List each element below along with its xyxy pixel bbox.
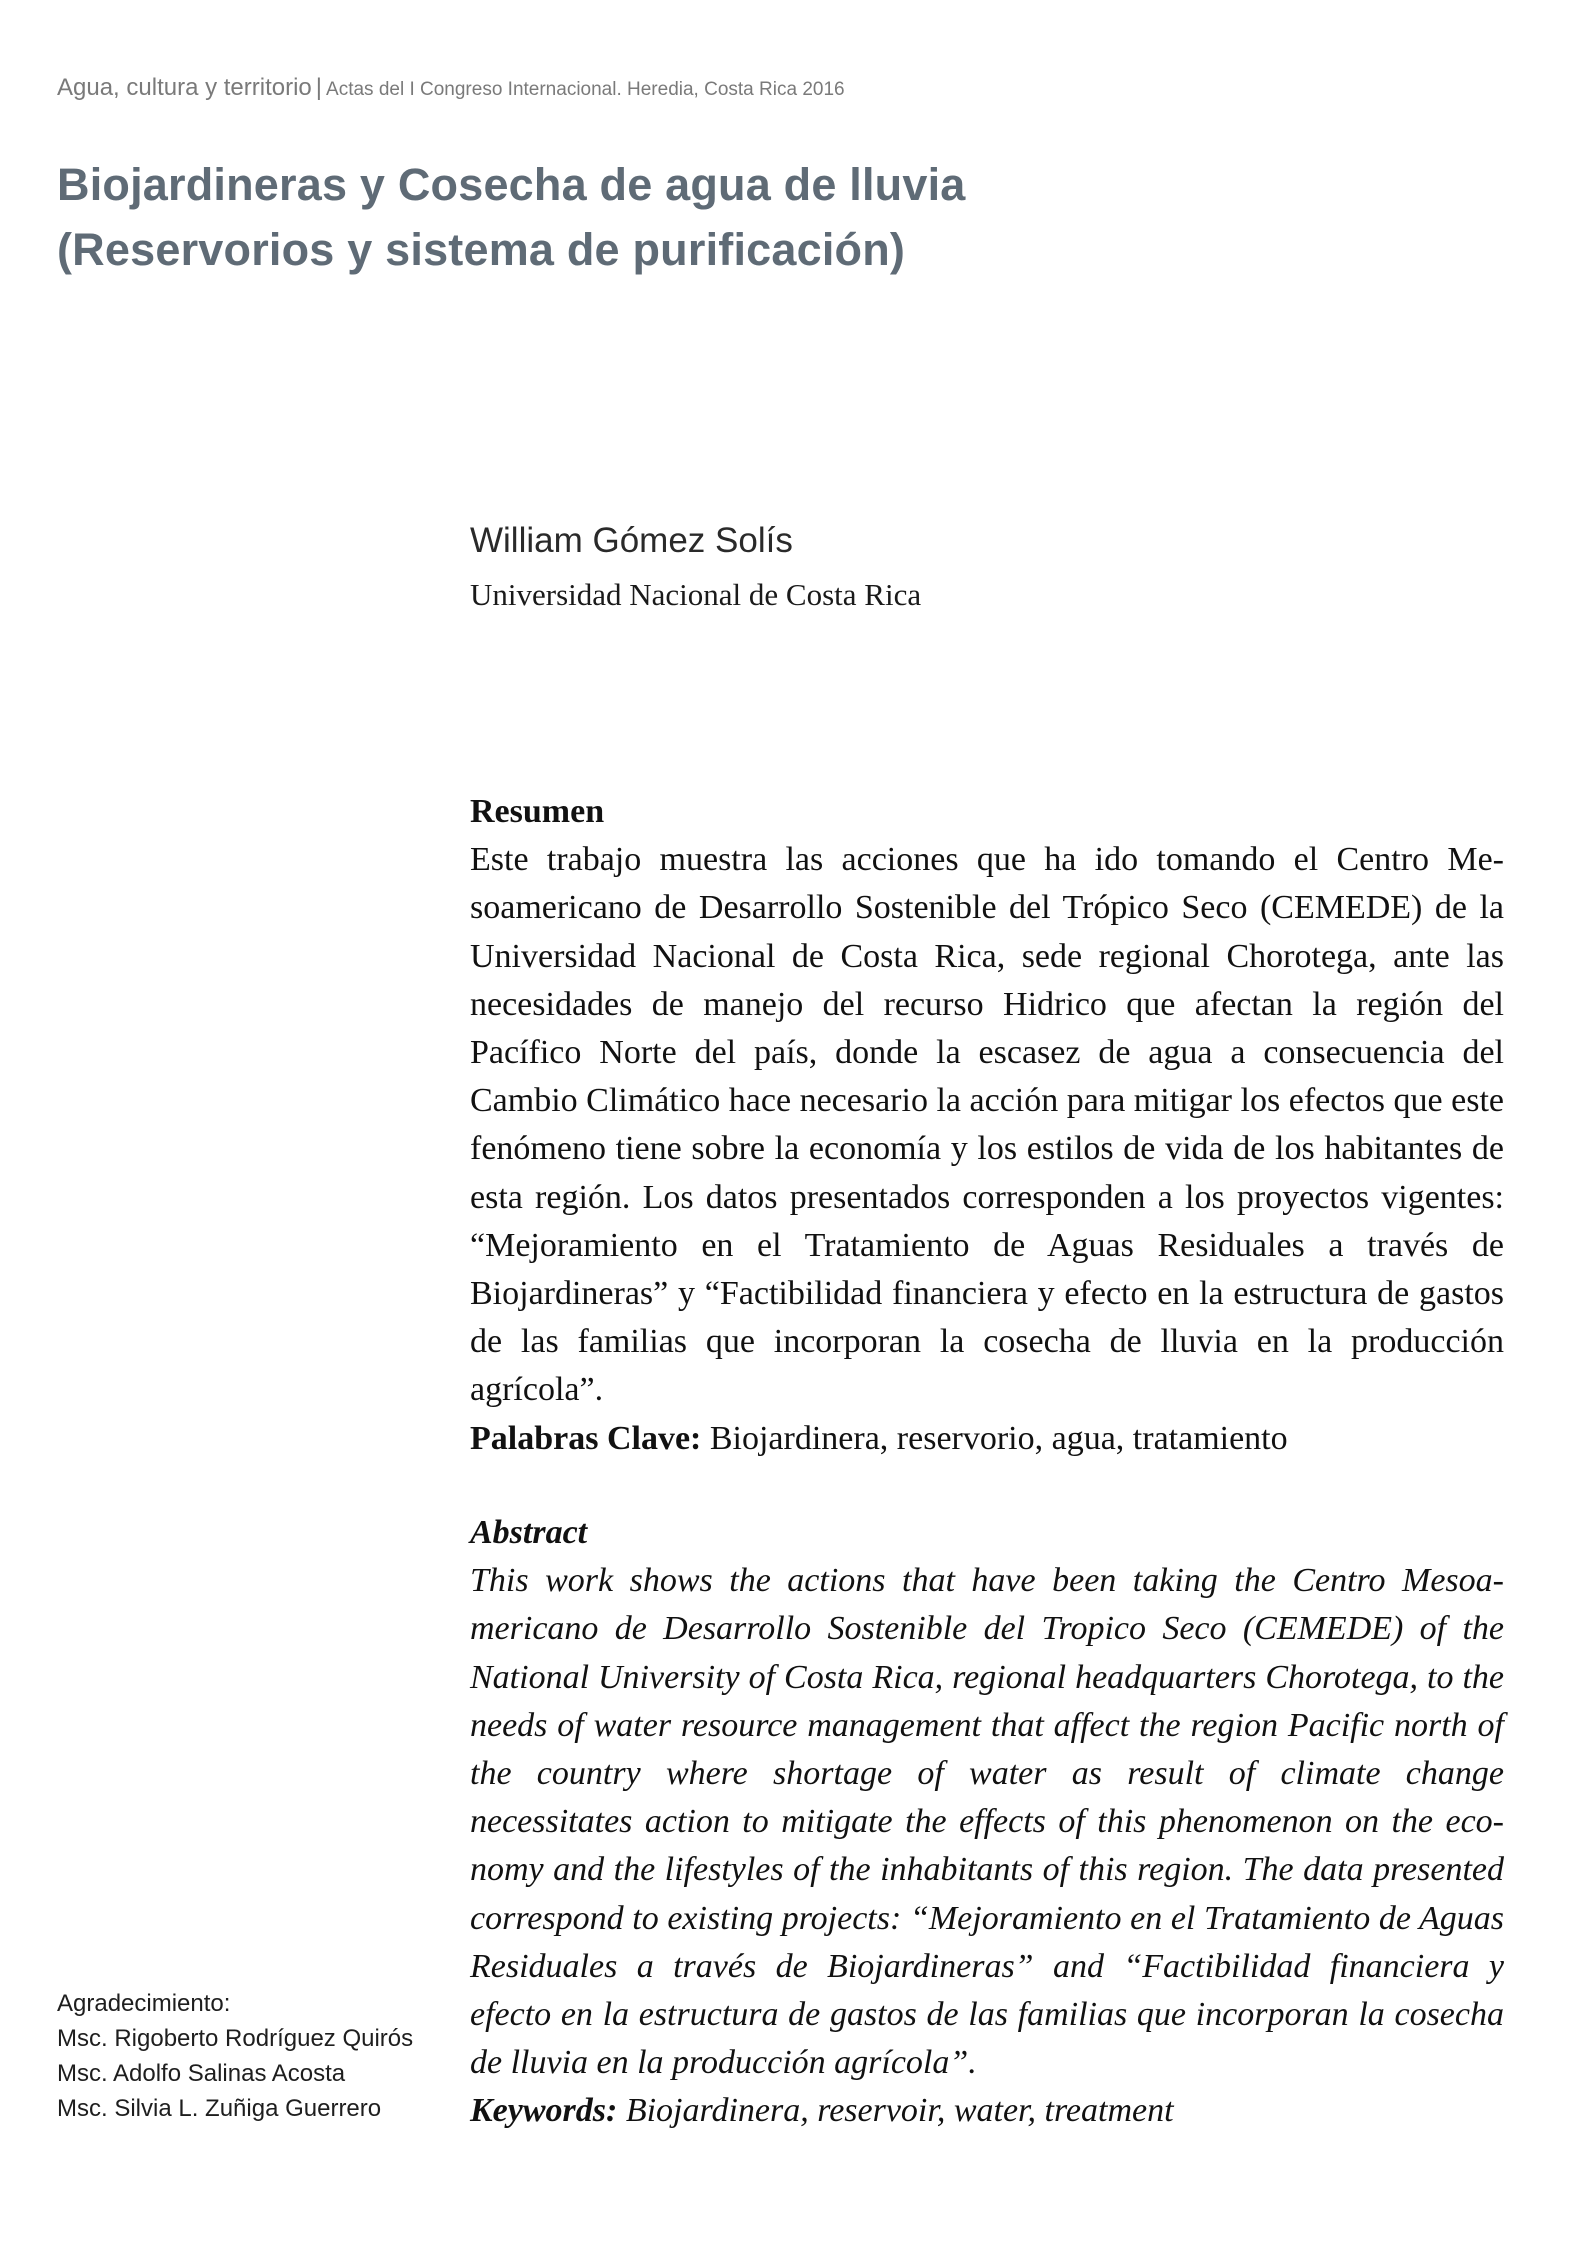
header-proceedings: Actas del I Congreso Internacional. Heredia, Costa Rica 2016 (326, 79, 845, 100)
resumen-heading: Resumen (470, 793, 605, 830)
acknowledgement-name: Msc. Silvia L. Zuñiga Guerrero (57, 2095, 382, 2122)
resumen-section (470, 788, 1504, 1463)
abstract-body: This work shows the actions that have been taking the Centro Mesoamericano de Desarrollo Sostenible del Tropico Seco (CEMEDE) of the National University of Costa Rica, regional headquarters Chorotega, to the needs of water resource management that affect the region Pacific north of the country where shortage of water as result of climate change necessitates action to mitigate the effects of this phenomenon on the economy and the lifestyles of the inhabitants of this region. The data presented correspond to existing projects: “Mejoramiento en el Tratamiento de Aguas Residuales a través de Biojardineras” and “Factibilidad financiera y efecto en la estructura de gastos de las familias que incorporan la cosecha de lluvia en la producción agrícola”. (470, 1562, 1504, 2082)
author-block (470, 514, 1500, 622)
header-series: Agua, cultura y territorio (57, 74, 312, 101)
title-line-1: Biojardineras y Cosecha de agua de lluvia (57, 159, 966, 210)
resumen-body: Este trabajo muestra las acciones que ha ido tomando el Centro Mesoamericano de Desarrollo Sostenible del Trópico Seco (CEMEDE) de la Universidad Nacional de Costa Rica, sede regional Chorotega, ante las necesidades de manejo del recurso Hidrico que afectan la región del Pacífico Norte del país, donde la escasez de agua a consecuencia del Cambio Climático hace necesario la acción para mitigar los efectos que este fenómeno tiene sobre la economía y los estilos de vida de los habitantes de esta región. Los datos presentados corresponden a los proyectos vigentes: “Mejoramiento en el Tratamiento de Aguas Residuales a través de Biojardineras” y “Factibilidad financiera y efecto en la estructura de gastos de las familias que incorporan la cosecha de lluvia en la producción agrícola”. (470, 841, 1504, 1409)
resumen-keywords-text: Biojardinera, reservorio, agua, tratamiento (709, 1419, 1288, 1457)
resumen-keywords-label: Palabras Clave: (470, 1419, 702, 1457)
abstract-section (470, 1509, 1504, 2136)
abstract-heading: Abstract (470, 1514, 588, 1551)
author-name: William Gómez Solís (470, 521, 793, 560)
acknowledgement-name: Msc. Rigoberto Rodríguez Quirós (57, 2025, 414, 2052)
author-affiliation: Universidad Nacional de Costa Rica (470, 577, 922, 612)
abstract-keywords-text: Biojardinera, reservoir, water, treatment (625, 2092, 1174, 2130)
title-line-2: (Reservorios y sistema de purificación) (57, 224, 906, 275)
header-separator: | (315, 74, 323, 101)
abstract-keywords (470, 2087, 1504, 2135)
acknowledgements (57, 1986, 457, 2126)
running-header (57, 74, 845, 102)
acknowledgements-heading: Agradecimiento: (57, 1990, 231, 2017)
resumen-keywords (470, 1415, 1504, 1463)
abstract-keywords-label: Keywords: (470, 2092, 618, 2130)
paper-title (57, 152, 1307, 282)
acknowledgement-name: Msc. Adolfo Salinas Acosta (57, 2060, 346, 2087)
